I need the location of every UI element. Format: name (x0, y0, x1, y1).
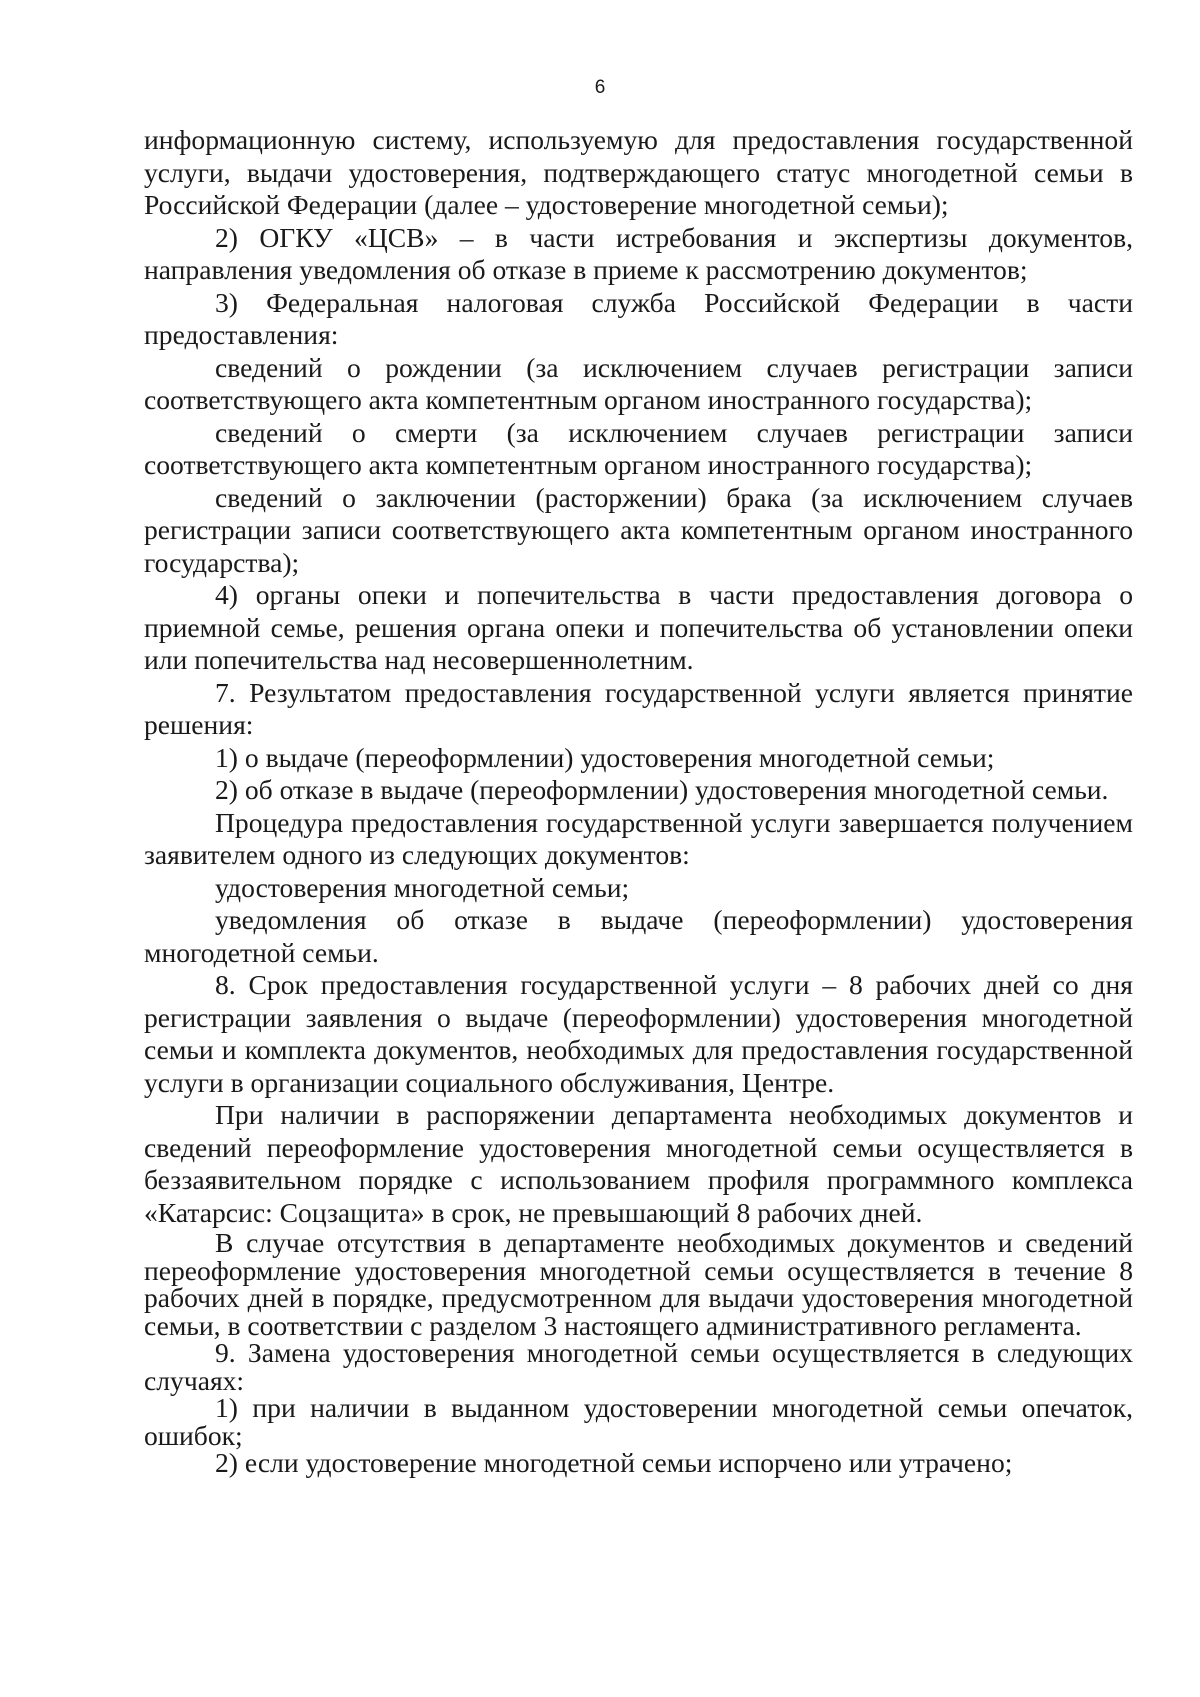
paragraph-list-item-3: 3) Федеральная налоговая служба Российской Федерации в части предоставления: (144, 286, 1133, 350)
paragraph-section-8: 8. Срок предоставления государственной услуги – 8 рабочих дней со дня регистрации заявления о выдаче (переоформлении) удостоверения многодетной семьи и комплекта документов, необходимых для предоставления государственной услуги в организации социального обслуживания, Центре. (144, 969, 1133, 1098)
paragraph-section-7: 7. Результатом предоставления государственной услуги является принятие решения: (144, 676, 1133, 740)
paragraph-section-9: 9. Замена удостоверения многодетной семьи осуществляется в следующих случаях: (144, 1337, 1133, 1396)
paragraph-reissue-absence: В случае отсутствия в департаменте необходимых документов и сведений переоформление удостоверения многодетной семьи осуществляется в течение 8 рабочих дней в порядке, предусмотренном для выдачи удостоверения многодетной семьи, в соответствии с разделом 3 настоящего административного регламента. (144, 1227, 1133, 1341)
paragraph-replacement-damaged: 2) если удостоверение многодетной семьи испорчено или утрачено; (215, 1447, 1013, 1478)
paragraph-list-item-2: 2) ОГКУ «ЦСВ» – в части истребования и экспертизы документов, направления уведомления об отказе в приеме к рассмотрению документов; (144, 221, 1133, 285)
paragraph-result-refusal: 2) об отказе в выдаче (переоформлении) удостоверения многодетной семьи. (215, 774, 1109, 805)
paragraph-document-certificate: удостоверения многодетной семьи; (215, 871, 630, 903)
paragraph-document-notice: уведомления об отказе в выдаче (переоформлении) удостоверения многодетной семьи. (144, 904, 1133, 968)
paragraph-birth-info: сведений о рождении (за исключением случаев регистрации записи соответствующего акта компетентным органом иностранного государства); (144, 351, 1133, 415)
page-number: 6 (594, 77, 606, 98)
paragraph-result-issue: 1) о выдаче (переоформлении) удостоверения многодетной семьи; (215, 741, 995, 773)
paragraph-procedure: Процедура предоставления государственной услуги завершается получением заявителем одного из следующих документов: (144, 806, 1133, 870)
paragraph-continuation: информационную систему, используемую для предоставления государственной услуги, выдачи удостоверения, подтверждающего статус многодетной семьи в Российской Федерации (далее – удостоверение многодетной семьи); (144, 124, 1133, 220)
paragraph-death-info: сведений о смерти (за исключением случаев регистрации записи соответствующего акта компетентным органом иностранного государства); (144, 416, 1133, 480)
paragraph-reissue-automatic: При наличии в распоряжении департамента необходимых документов и сведений переоформление удостоверения многодетной семьи осуществляется в беззаявительном порядке с использованием профиля программного комплекса «Катарсис: Соцзащита» в срок, не превышающий 8 рабочих дней. (144, 1099, 1133, 1228)
document-body (144, 124, 1133, 1477)
paragraph-marriage-info: сведений о заключении (расторжении) брака (за исключением случаев регистрации записи соответствующего акта компетентным органом иностранного государства); (144, 481, 1133, 578)
paragraph-list-item-4: 4) органы опеки и попечительства в части предоставления договора о приемной семье, решения органа опеки и попечительства об установлении опеки или попечительства над несовершеннолетним. (144, 579, 1133, 675)
paragraph-replacement-errors: 1) при наличии в выданном удостоверении многодетной семьи опечаток, ошибок; (144, 1392, 1133, 1451)
